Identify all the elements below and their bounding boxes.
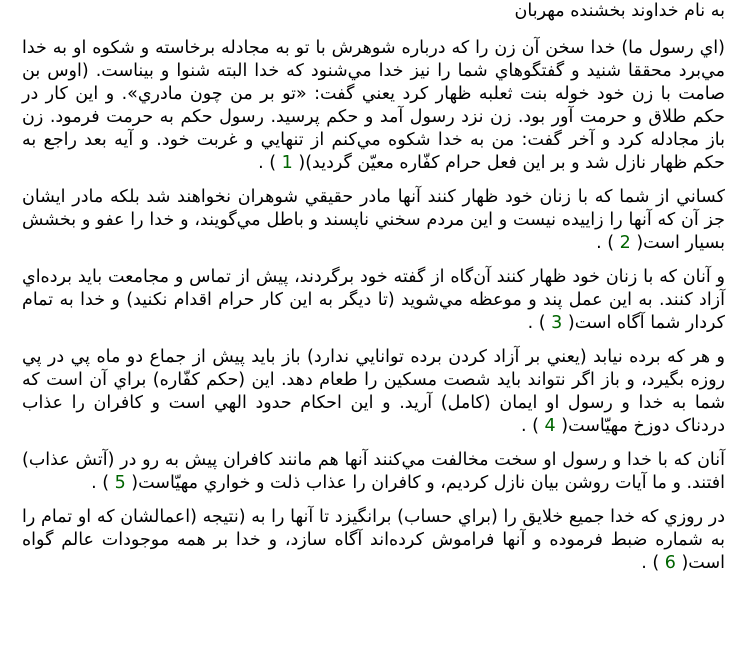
verse-open-paren: ( [292,153,306,173]
verse-number: 6 [664,553,676,573]
verse-close-paren: ) . [527,313,552,333]
verse-paragraph [22,506,725,575]
verse-open-paren: ( [125,473,139,493]
verse-text: كساني از شما كه با زنان خود ظهار كنند آنها مادر حقيقي شوهران نخواهند شد بلكه مادر ايشان جز آن كه آنها را زاييده نيست و اين مردم سخني ناپسند و باطل مي‌گويند، و خدا را عفو و بخشش بسيار است [22,187,725,253]
verse-close-paren: ) . [641,553,665,573]
verse-text: آنان كه با خدا و رسول او سخت مخالفت مي‌كنند آنها هم مانند كافران پيش به رو در (آتش عذاب) افتند. و ما آيات روشن بيان نازل كرديم، و كافران را عذاب ذلت و خواري مهيّاست [22,450,725,493]
verse-number: 3 [551,313,563,333]
verse-text: و هر كه برده نيابد (يعني بر آزاد كردن برده توانايي ندارد) باز بايد پيش از جماع دو ماه پي در پي روزه بگيرد، و باز اگر نتواند بايد شصت مسكين را طعام دهد. اين (حكم كفّاره) براي آن است كه شما به خدا و رسول او ايمان (كامل) آريد. و اين احكام حدود الهي است و كافران را عذاب دردناک دوزخ مهيّاست [22,347,725,436]
verse-text: و آنان كه با زنان خود ظهار كنند آن‌گاه از گفته خود برگردند، پيش از تماس و مجامعت بايد برده‌اي آزاد كنند. به اين عمل پند و موعظه مي‌شويد (تا ديگر به اين كار حرام اقدام نكنيد) و خدا به تمام كردار شما آگاه است [22,267,725,333]
verse-close-paren: ) . [258,153,282,173]
verse-paragraph [22,346,725,438]
verse-paragraph [22,266,725,335]
verse-number: 2 [619,233,631,253]
verse-open-paren: ( [675,553,689,573]
verse-text: (اي رسول ما) خدا سخن آن زن را كه درباره شوهرش با تو به مجادله برخاسته و شكوه او به خدا مي‌برد محققا شنيد و گفتگوهاي شما را نيز خدا مي‌شنود كه خدا البته شنوا و بيناست. (اوس بن صامت با زن خود خوله بنت ثعلبه ظهار كرد يعني گفت: «تو بر من چون مادري». و اين كار در حكم طلاق و حرمت آور بود. زن نزد رسول آمد و حكم پرسيد. رسول حكم به حرمت فرمود. زن باز مجادله كرد و آخر گفت: من به خدا شكوه مي‌كنم از تنهايي و غربت خود. و آيه بعد راجع به حكم ظهار نازل شد و بر اين فعل حرام كفّاره معيّن گرديد) [22,38,725,173]
verse-text: در روزي كه خدا جميع خلايق را (براي حساب) برانگيزد تا آنها را به (نتيجه (اعمالشان كه او تمام را به شماره ضبط فرموده و آنها فراموش كرده‌اند آگاه سازد، و خدا بر همه موجودات عالم گواه است [22,507,725,573]
verse-close-paren: ) . [91,473,115,493]
verse-number: 1 [281,153,293,173]
document-title: به نام خداوند بخشنده مهربان [514,1,725,21]
verse-paragraph [22,37,725,175]
verse-open-paren: ( [630,233,644,253]
verse-close-paren: ) . [596,233,620,253]
verse-close-paren: ) . [521,416,545,436]
verse-paragraph [22,186,725,255]
verse-number: 5 [114,473,126,493]
verse-number: 4 [544,416,556,436]
verse-open-paren: ( [555,416,569,436]
verse-open-paren: ( [562,313,575,333]
verse-paragraph [22,449,725,495]
